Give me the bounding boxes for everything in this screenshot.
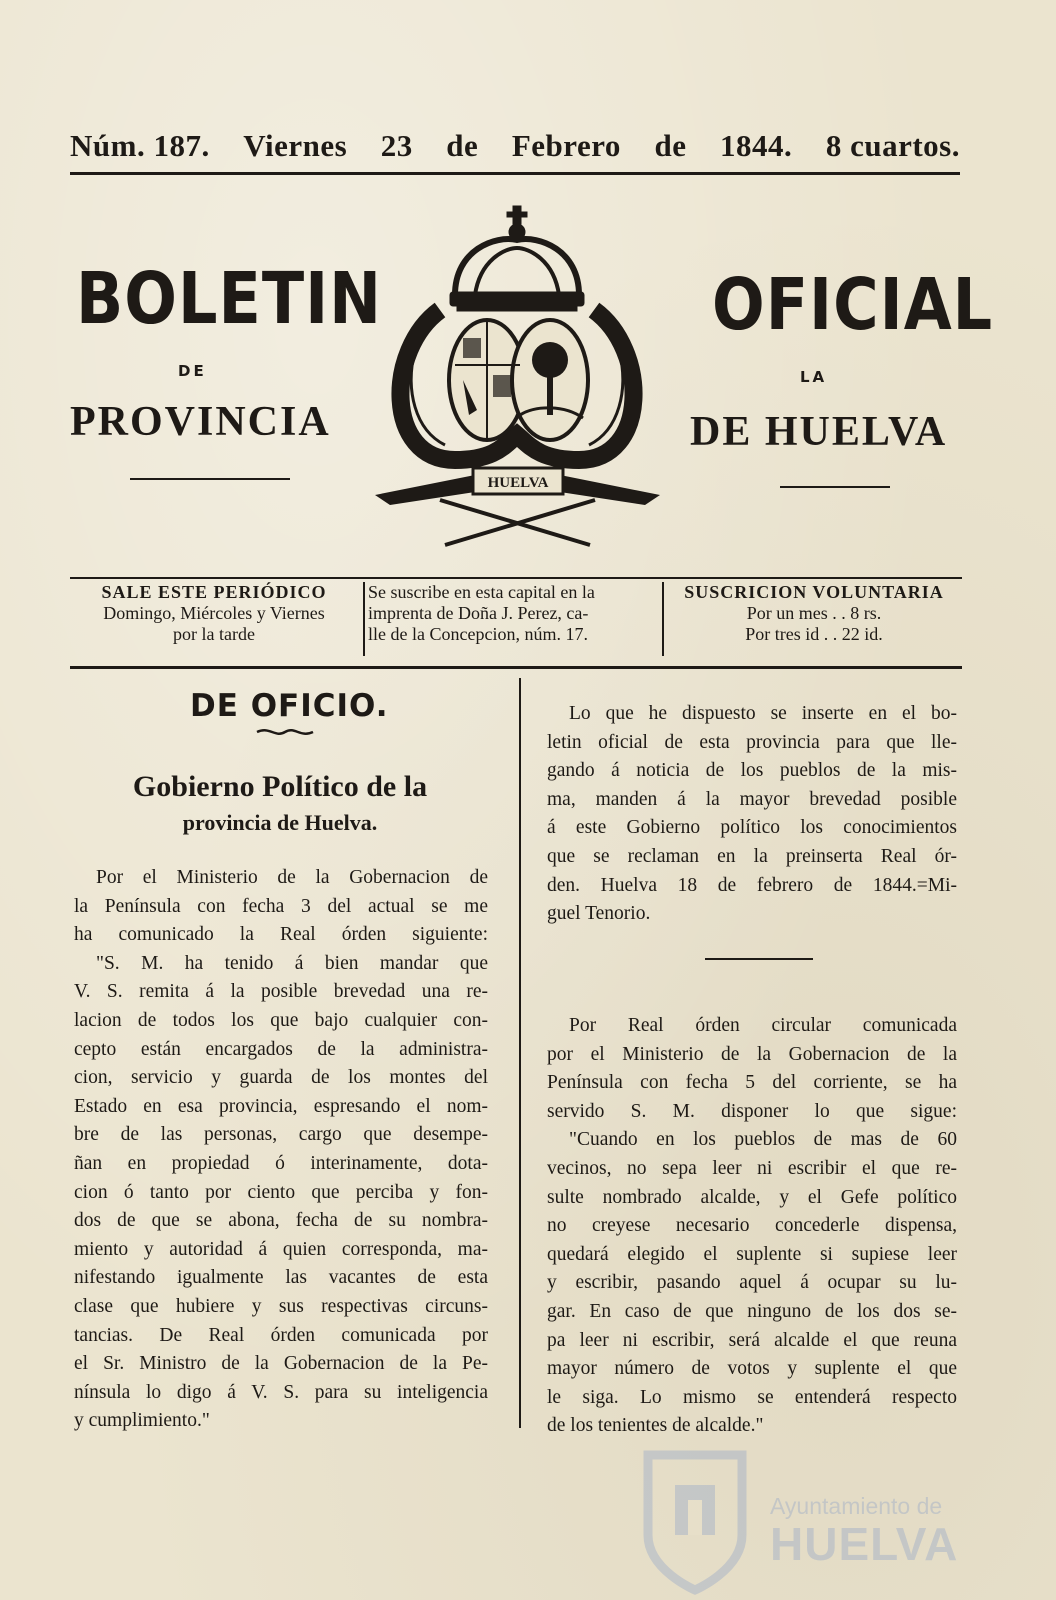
publication-days-heading: SALE ESTE PERIÓDICO [101,582,327,602]
de-2: de [654,128,687,163]
right-column-paragraph-1 [547,700,957,929]
text-line: á este Gobierno político los conocimientos [547,817,957,839]
text-line: pa leer ni escribir, será alcalde el que reuna [547,1329,957,1351]
text-line: por el Ministerio de la Gobernacion de la [547,1043,957,1065]
masthead-date-line [70,128,960,164]
text-line: de los tenientes de alcalde." [547,1415,764,1437]
emblem-ribbon-text: HUELVA [487,475,549,491]
text-line: V. S. remita á la posible brevedad una re- [74,981,488,1003]
text-line: lacion de todos los que bajo cualquier con- [74,1009,488,1031]
right-column-paragraph-2 [547,1012,957,1441]
de-1: de [446,128,479,163]
title-de: DE [178,362,207,380]
government-title-line-1: Gobierno Político de la [132,770,428,803]
text-line: servido S. M. disponer lo que sigue: [547,1100,957,1122]
text-line: nínsula lo digo á V. S. para su inteligencia [74,1381,488,1403]
text-line: miento y autoridad á quien corresponda, ma- [74,1238,488,1260]
text-line: ha comunicado la Real órden siguiente: [74,924,488,946]
subscription-price-line-1: Por un mes . . 8 rs. [746,603,882,623]
text-line: guel Tenorio. [547,903,651,925]
subscription-location-box [368,582,660,645]
text-line: "Cuando en los pueblos de mas de 60 [569,1129,957,1151]
text-line: ñan en propiedad ó interinamente, dota- [74,1152,488,1174]
text-line: Península con fecha 5 del corriente, se ha [547,1072,957,1094]
text-line: tancias. De Real órden comunicada por [74,1324,488,1346]
text-line: gar. En caso de que ninguno de los dos se- [547,1300,957,1322]
text-line: y escribir, pasando aquel á ocupar su lu- [547,1272,957,1294]
watermark-line-1: Ayuntamiento de [770,1493,943,1519]
info-bottom-rule [70,666,962,669]
subscription-price-box [666,582,962,645]
crown-icon [450,206,584,311]
text-line: gando á noticia de los pueblos de la mis- [547,760,957,782]
text-line: que se reclaman en la preinserta Real ór- [547,845,957,867]
ornament-icon [255,726,315,738]
text-line: sulte nombrado alcalde, y el Gefe político [547,1186,957,1208]
price: 8 cuartos. [825,128,960,163]
publication-days-line-1: Domingo, Miércoles y Viernes [103,603,325,623]
text-line: den. Huelva 18 de febrero de 1844.=Mi- [547,874,957,896]
right-title-rule [780,486,890,488]
column-separator [519,678,521,1428]
issue-number: Núm. 187. [70,128,210,163]
text-line: el Sr. Ministro de la Gobernacion de la Pe- [74,1353,488,1375]
month: Febrero [511,128,621,163]
info-top-rule [70,577,962,579]
text-line: letin oficial de esta provincia para que lle- [547,731,957,753]
year: 1844. [720,128,793,163]
archive-watermark [640,1445,980,1595]
text-line: "S. M. ha tenido á bien mandar que [96,952,488,974]
masthead-rule [70,172,960,175]
text-line: mayor número de votos y suplente el que [547,1358,957,1380]
title-boletin: BOLETIN [76,256,383,341]
subscription-price-line-2: Por tres id . . 22 id. [745,624,883,644]
left-title-rule [130,478,290,480]
text-line: Estado en esa provincia, espresando el nom- [74,1095,488,1117]
coat-of-arms-emblem [345,200,690,560]
text-line: Lo que he dispuesto se inserte en el bo- [569,703,957,724]
publication-days-line-2: por la tarde [173,624,255,644]
text-line: cepto están encargados de la administra- [74,1038,488,1060]
text-line: la Península con fecha 3 del actual se me [74,895,488,917]
title-provincia: PROVINCIA [70,399,331,445]
title-oficial: OFICIAL [712,262,994,347]
text-line: Por Real órden circular comunicada [569,1015,957,1036]
info-separator-2 [662,582,664,656]
city-shield-icon [640,1445,750,1595]
text-line: y cumplimiento." [74,1410,210,1432]
subscription-location-line-1: Se suscribe en esta capital en la [368,582,595,602]
weekday: Viernes [243,128,348,163]
watermark-line-2: HUELVA [770,1518,959,1570]
publication-days-box [68,582,360,645]
text-line: nifestando igualmente las vacantes de esta [74,1267,488,1289]
text-line: le siga. Lo mismo se entenderá respecto [547,1386,957,1408]
subscription-price-heading: SUSCRICION VOLUNTARIA [684,582,944,602]
text-line: bre de las personas, cargo que desempe- [74,1124,488,1146]
info-separator-1 [363,582,365,656]
text-line: no creyese necesario concederle dispensa, [547,1215,957,1237]
government-title-line-2: provincia de Huelva. [182,810,378,835]
subscription-location-line-2: imprenta de Doña J. Perez, ca- [368,603,589,623]
text-line: vecinos, no sepa leer ni escribir el que re- [547,1157,957,1179]
day: 23 [380,128,413,163]
text-line: cion, servicio y guarda de los montes del [74,1067,488,1089]
section-title-de-oficio: DE OFICIO. [190,688,389,724]
paragraph-divider [705,958,813,960]
left-column-body [74,864,488,1436]
title-de-huelva: DE HUELVA [690,409,948,455]
text-line: cion ó tanto por ciento que perciba y fon- [74,1181,488,1203]
ribbon-icon [375,468,660,545]
title-la: LA [800,368,828,386]
text-line: dos de que se abona, fecha de su nombra- [74,1210,488,1232]
subscription-location-line-3: lle de la Concepcion, núm. 17. [368,624,588,644]
text-line: quedará elegido el suplente si supiese leer [547,1243,957,1265]
text-line: Por el Ministerio de la Gobernacion de [96,867,488,888]
text-line: clase que hubiere y sus respectivas circuns- [74,1295,488,1317]
text-line: ma, manden á la mayor brevedad posible [547,788,957,810]
shield-icon [449,320,588,440]
